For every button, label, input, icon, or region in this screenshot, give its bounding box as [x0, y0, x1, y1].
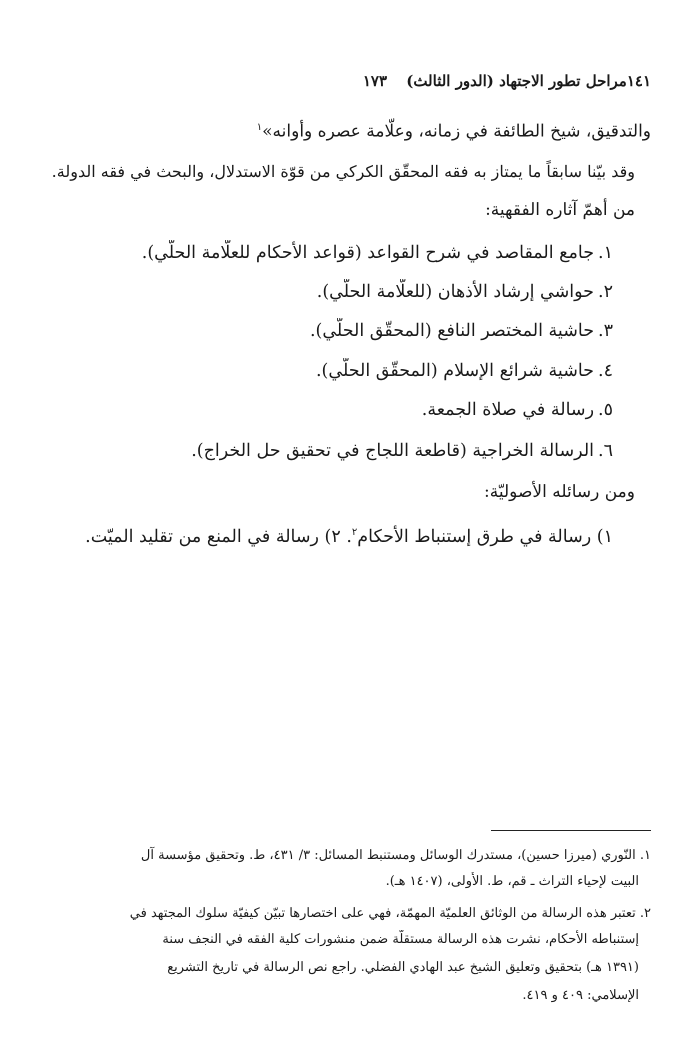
usul-works-line	[40, 520, 613, 548]
footnote-1-line-1: ١. النّوري (ميرزا حسين)، مستدرك الوسائل ومستنبط المسائل: ٣/ ٤٣١، ط. وتحقيق مؤسسة آل	[140, 848, 651, 863]
work-title: حواشي إرشاد الأذهان (للعلّامة الحلّي).	[316, 282, 595, 302]
page-header	[48, 72, 651, 98]
work-number: ٣.	[598, 321, 613, 341]
footnote-divider	[491, 830, 651, 831]
usul-heading: ومن رسائله الأُصوليّة:	[484, 482, 635, 502]
usul-work-1: ١) رسالة في طرق إستنباط الأحكام	[357, 526, 613, 547]
work-number: ٤.	[598, 361, 613, 381]
work-item-6	[40, 438, 613, 466]
work-title: حاشية شرائع الإسلام (المحقّق الحلّي).	[315, 361, 595, 381]
work-number: ٦.	[598, 441, 613, 461]
work-title: حاشية المختصر النافع (المحقّق الحلّي).	[309, 321, 595, 341]
body-line-2: وقد بيّنا سابقاً ما يمتاز به فقه المحقّق الكركي من قوّة الاستدلال، والبحث في فقه الدولة.	[51, 162, 635, 181]
footnote-ref-2[interactable]: ٢	[351, 527, 358, 538]
body-line-1-text: والتدقيق، شيخ الطائفة في زمانه، وعلّامة عصره وأوانه»	[262, 121, 651, 142]
footnote-1-line-2: البيت لإحياء التراث ـ قم، ط. الأُولى، (١٤٠٧ هـ).	[385, 874, 639, 889]
work-item-3	[40, 318, 613, 346]
body-line-1	[40, 116, 651, 142]
footnote-2-line-2: إستنباطه الأحكام، نشرت هذه الرسالة مستقلّة ضمن منشورات كلية الفقه في النجف سنة	[162, 932, 639, 947]
work-number: ١.	[598, 243, 613, 263]
work-title: الرسالة الخراجية (قاطعة اللجاج في تحقيق حل الخراج).	[191, 441, 595, 461]
work-item-4	[40, 358, 613, 386]
work-item-5	[40, 397, 613, 425]
page-number: ١٧٣	[362, 72, 387, 90]
work-item-2	[40, 279, 613, 307]
running-title: ١٤١مراحل تطور الاجتهاد (الدور الثالث)	[406, 72, 651, 90]
work-number: ٥.	[598, 400, 613, 420]
work-title: جامع المقاصد في شرح القواعد (قواعد الأحكام للعلّامة الحلّي).	[141, 243, 595, 263]
footnote-2-line-3: (١٣٩١ هـ) بتحقيق وتعليق الشيخ عبد الهادي الفضلي. راجع نص الرسالة في تاريخ التشريع	[167, 960, 639, 975]
footnote-2-line-1: ٢. تعتبر هذه الرسالة من الوثائق العلميّة المهمّة، فهي على اختصارها تبيّن كيفيّة سلوك المجتهد في	[129, 906, 651, 921]
usul-work-2: . ٢) رسالة في المنع من تقليد الميّت.	[85, 526, 352, 547]
works-heading: من أهمّ آثاره الفقهية:	[485, 200, 635, 220]
footnote-2-line-4: الإسلامي: ٤٠٩ و ٤١٩.	[522, 988, 639, 1003]
work-number: ٢.	[598, 282, 613, 302]
work-title: رسالة في صلاة الجمعة.	[421, 400, 595, 420]
work-item-1	[40, 240, 613, 268]
footnote-ref-1[interactable]: ١	[256, 122, 263, 133]
